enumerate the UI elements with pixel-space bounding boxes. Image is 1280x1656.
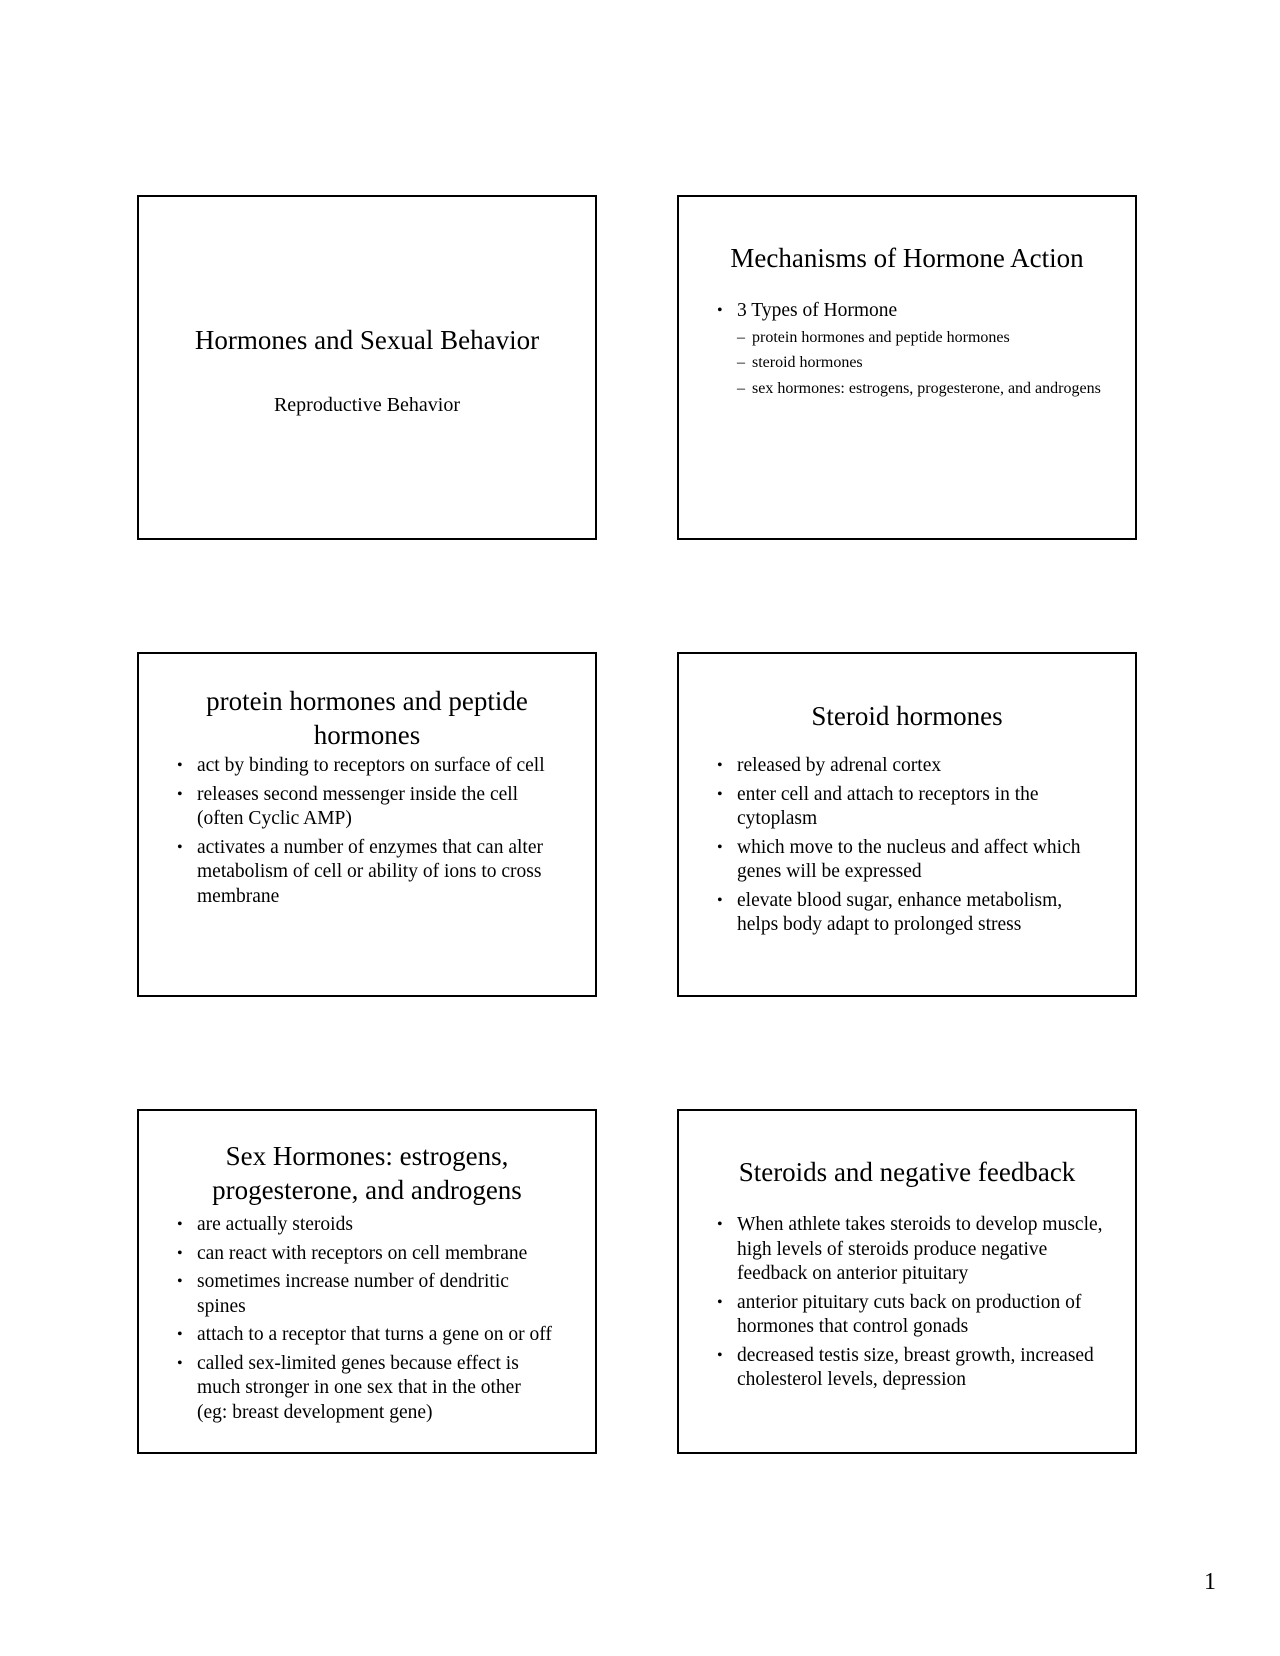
bullet-item <box>177 1352 555 1426</box>
bullet-item <box>177 1323 555 1348</box>
bullet-item <box>177 754 561 779</box>
slide-subtitle: Reproductive Behavior <box>273 394 461 416</box>
slide-2 <box>677 195 1137 540</box>
bullet-item <box>177 1213 555 1238</box>
slide-6 <box>677 1109 1137 1454</box>
bullet-icon: • <box>717 838 723 856</box>
bullet-text: 3 Types of Hormone <box>737 300 898 321</box>
bullet-icon: • <box>717 891 723 909</box>
bullet-text: sometimes increase number of dendritic spines <box>197 1271 509 1317</box>
bullet-text: which move to the nucleus and affect which genes will be expressed <box>737 836 1081 882</box>
dash-icon: – <box>737 379 745 397</box>
bullet-text: are actually steroids <box>197 1214 353 1235</box>
bullet-icon: • <box>177 838 183 856</box>
bullet-text: act by binding to receptors on surface of cell <box>197 755 545 776</box>
bullet-text: decreased testis size, breast growth, increased cholesterol levels, depression <box>737 1344 1094 1390</box>
bullet-text: attach to a receptor that turns a gene on or off <box>197 1324 552 1345</box>
bullet-list <box>717 754 1101 942</box>
bullet-item <box>717 1344 1105 1393</box>
slide-5 <box>137 1109 597 1454</box>
bullet-icon: • <box>717 1216 723 1233</box>
bullet-list <box>717 1213 1105 1397</box>
sub-bullet-list <box>737 328 1105 400</box>
sub-bullet-item <box>737 328 1105 349</box>
bullet-list <box>717 299 1105 404</box>
sub-bullet-item <box>737 379 1105 400</box>
slide-title: Steroids and negative feedback <box>738 1157 1076 1187</box>
bullet-item <box>177 783 561 832</box>
slide-3 <box>137 652 597 997</box>
bullet-icon: • <box>177 1354 183 1372</box>
bullet-icon: • <box>177 785 183 803</box>
bullet-text: When athlete takes steroids to develop muscle, high levels of steroids produce negative feedback on anterior pituitary <box>737 1214 1103 1284</box>
bullet-item <box>177 836 561 910</box>
bullet-item <box>717 1213 1105 1287</box>
slide-title: protein hormones and peptide hormones <box>206 686 528 750</box>
page-number: 1 <box>1204 1569 1216 1595</box>
bullet-list <box>177 1213 555 1429</box>
bullet-item <box>177 1242 555 1267</box>
bullet-item <box>177 1270 555 1319</box>
bullet-item <box>717 783 1101 832</box>
bullet-icon: • <box>717 302 723 319</box>
bullet-icon: • <box>717 1293 723 1311</box>
bullet-text: releases second messenger inside the cell (often Cyclic AMP) <box>197 783 519 829</box>
slide-title: Steroid hormones <box>811 701 1003 731</box>
bullet-list <box>177 754 561 913</box>
bullet-icon: • <box>717 785 723 803</box>
bullet-icon: • <box>177 757 183 774</box>
dash-icon: – <box>737 328 745 346</box>
bullet-text: activates a number of enzymes that can alter metabolism of cell or ability of ions to cross membrane <box>197 836 543 907</box>
bullet-icon: • <box>177 1244 183 1262</box>
bullet-text: released by adrenal cortex <box>737 755 942 776</box>
bullet-item <box>717 1291 1105 1340</box>
bullet-icon: • <box>717 1346 723 1364</box>
slide-title: Hormones and Sexual Behavior <box>194 325 540 355</box>
sub-bullet-item <box>737 353 1105 374</box>
slide-4 <box>677 652 1137 997</box>
slide-title: Mechanisms of Hormone Action <box>730 243 1084 273</box>
bullet-text: elevate blood sugar, enhance metabolism, helps body adapt to prolonged stress <box>737 889 1063 935</box>
bullet-icon: • <box>177 1273 183 1290</box>
bullet-item <box>717 836 1101 885</box>
bullet-item <box>717 889 1101 938</box>
sub-bullet-text: protein hormones and peptide hormones <box>752 328 1010 346</box>
dash-icon: – <box>737 354 745 371</box>
bullet-text: anterior pituitary cuts back on production of hormones that control gonads <box>737 1291 1082 1337</box>
bullet-icon: • <box>177 1216 183 1233</box>
bullet-icon: • <box>717 757 723 774</box>
slide-title: Sex Hormones: estrogens, progesterone, and androgens <box>212 1141 522 1205</box>
sub-bullet-text: steroid hormones <box>752 354 863 371</box>
bullet-text: called sex-limited genes because effect is much stronger in one sex that in the other (eg: breast development gene) <box>197 1352 521 1423</box>
bullet-item <box>717 299 1105 399</box>
sub-bullet-text: sex hormones: estrogens, progesterone, and androgens <box>752 379 1101 397</box>
bullet-text: can react with receptors on cell membrane <box>197 1242 528 1264</box>
bullet-item <box>717 754 1101 779</box>
bullet-text: enter cell and attach to receptors in the cytoplasm <box>737 783 1039 829</box>
bullet-icon: • <box>177 1326 183 1343</box>
slide-1 <box>137 195 597 540</box>
